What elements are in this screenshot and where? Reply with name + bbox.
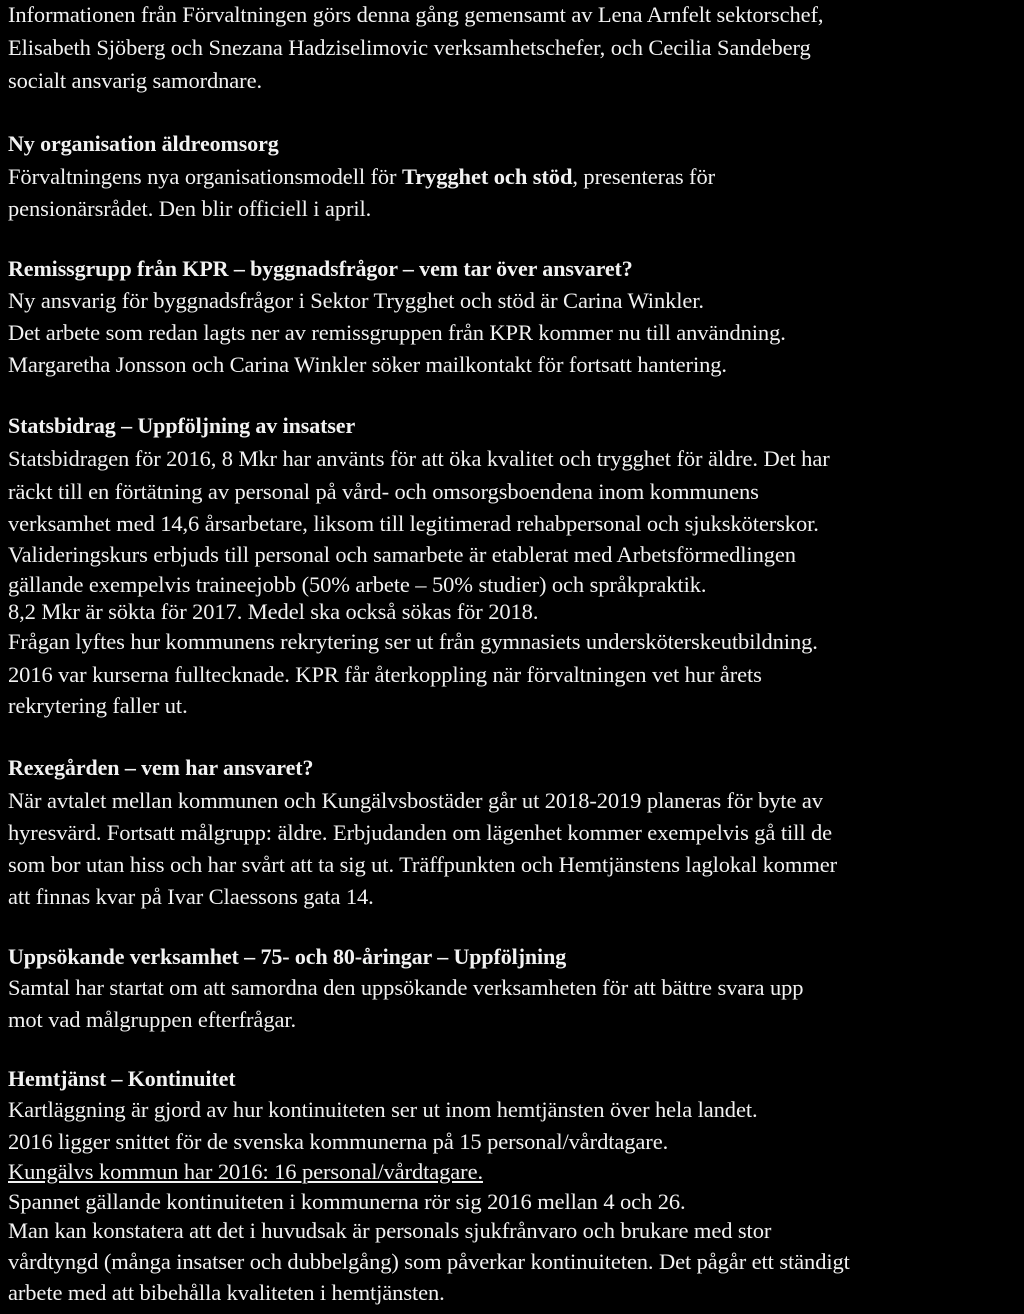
section-hemtjanst-line-5: Man kan konstatera att det i huvudsak är personals sjukfrånvaro och brukare med stor [8, 1218, 772, 1243]
section-hemtjanst-line-2: 2016 ligger snittet för de svenska kommunerna på 15 personal/vårdtagare. [8, 1129, 669, 1154]
section-heading-remissgrupp: Remissgrupp från KPR – byggnadsfrågor – vem tar över ansvaret? [8, 256, 633, 281]
section-heading-uppsokande: Uppsökande verksamhet – 75- och 80-åringar – Uppföljning [8, 944, 567, 969]
intro-line-3: socialt ansvarig samordnare. [8, 68, 262, 93]
section-heading-hemtjanst: Hemtjänst – Kontinuitet [8, 1066, 236, 1091]
section-statsbidrag-line-7: Frågan lyftes hur kommunens rekrytering ser ut från gymnasiets undersköterskeutbildning. [8, 629, 818, 654]
intro-line-2: Elisabeth Sjöberg och Snezana Hadziselimovic verksamhetschefer, och Cecilia Sandeberg [8, 35, 811, 60]
bold-term: Trygghet och stöd [401, 164, 573, 189]
section-hemtjanst-line-3: Kungälvs kommun har 2016: 16 personal/vårdtagare. [8, 1159, 483, 1184]
section-rexegarden-line-4: att finnas kvar på Ivar Claessons gata 14. [8, 884, 374, 909]
section-hemtjanst-line-6: vårdtyngd (många insatser och dubbelgång) som påverkar kontinuiteten. Det pågår ett ständigt [8, 1249, 850, 1274]
section-remissgrupp-line-3: Margaretha Jonsson och Carina Winkler söker mailkontakt för fortsatt hantering. [8, 352, 727, 377]
section-remissgrupp-line-1: Ny ansvarig för byggnadsfrågor i Sektor Trygghet och stöd är Carina Winkler. [8, 288, 704, 313]
section-statsbidrag-line-3: verksamhet med 14,6 årsarbetare, liksom till legitimerad rehabpersonal och sjuksköterskor. [8, 511, 819, 536]
section-uppsokande-line-1: Samtal har startat om att samordna den uppsökande verksamheten för att bättre svara upp [8, 975, 804, 1000]
section-organisation-line-1 [8, 162, 715, 192]
section-statsbidrag-line-9: rekrytering faller ut. [8, 693, 188, 718]
section-hemtjanst-line-1: Kartläggning är gjord av hur kontinuiteten ser ut inom hemtjänsten över hela landet. [8, 1097, 758, 1122]
section-hemtjanst-line-4: Spannet gällande kontinuiteten i kommunerna rör sig 2016 mellan 4 och 26. [8, 1189, 686, 1214]
section-rexegarden-line-2: hyresvärd. Fortsatt målgrupp: äldre. Erbjudanden om lägenhet kommer exempelvis gå till de [8, 820, 832, 845]
section-hemtjanst-line-7: arbete med att bibehålla kvaliteten i hemtjänsten. [8, 1280, 445, 1305]
section-organisation-line-2: pensionärsrådet. Den blir officiell i april. [8, 196, 372, 221]
section-statsbidrag-line-6: 8,2 Mkr är sökta för 2017. Medel ska också sökas för 2018. [8, 599, 539, 624]
intro-line-1: Informationen från Förvaltningen görs denna gång gemensamt av Lena Arnfelt sektorschef, [8, 2, 824, 27]
section-remissgrupp-line-2: Det arbete som redan lagts ner av remissgruppen från KPR kommer nu till användning. [8, 320, 786, 345]
section-statsbidrag-line-1: Statsbidragen för 2016, 8 Mkr har använts för att öka kvalitet och trygghet för äldre. Det har [8, 446, 830, 471]
section-rexegarden-line-3: som bor utan hiss och har svårt att ta sig ut. Träffpunkten och Hemtjänstens laglokal kommer [8, 852, 838, 877]
section-heading-rexegarden: Rexegården – vem har ansvaret? [8, 755, 314, 780]
section-statsbidrag-line-4: Valideringskurs erbjuds till personal och samarbete är etablerat med Arbetsförmedlingen [8, 542, 796, 567]
section-statsbidrag-line-8: 2016 var kurserna fulltecknade. KPR får återkoppling när förvaltningen vet hur årets [8, 662, 762, 687]
text-span: Förvaltningens nya organisationsmodell för [8, 164, 402, 189]
section-heading-statsbidrag: Statsbidrag – Uppföljning av insatser [8, 413, 356, 438]
section-heading-organisation: Ny organisation äldreomsorg [8, 131, 279, 156]
section-uppsokande-line-2: mot vad målgruppen efterfrågar. [8, 1007, 297, 1032]
text-span: , presenteras för [572, 164, 715, 189]
section-statsbidrag-line-2: räckt till en förtätning av personal på vård- och omsorgsboendena inom kommunens [8, 479, 759, 504]
section-statsbidrag-line-5: gällande exempelvis traineejobb (50% arbete – 50% studier) och språkpraktik. [8, 572, 707, 597]
section-rexegarden-line-1: När avtalet mellan kommunen och Kungälvsbostäder går ut 2018-2019 planeras för byte av [8, 788, 823, 813]
